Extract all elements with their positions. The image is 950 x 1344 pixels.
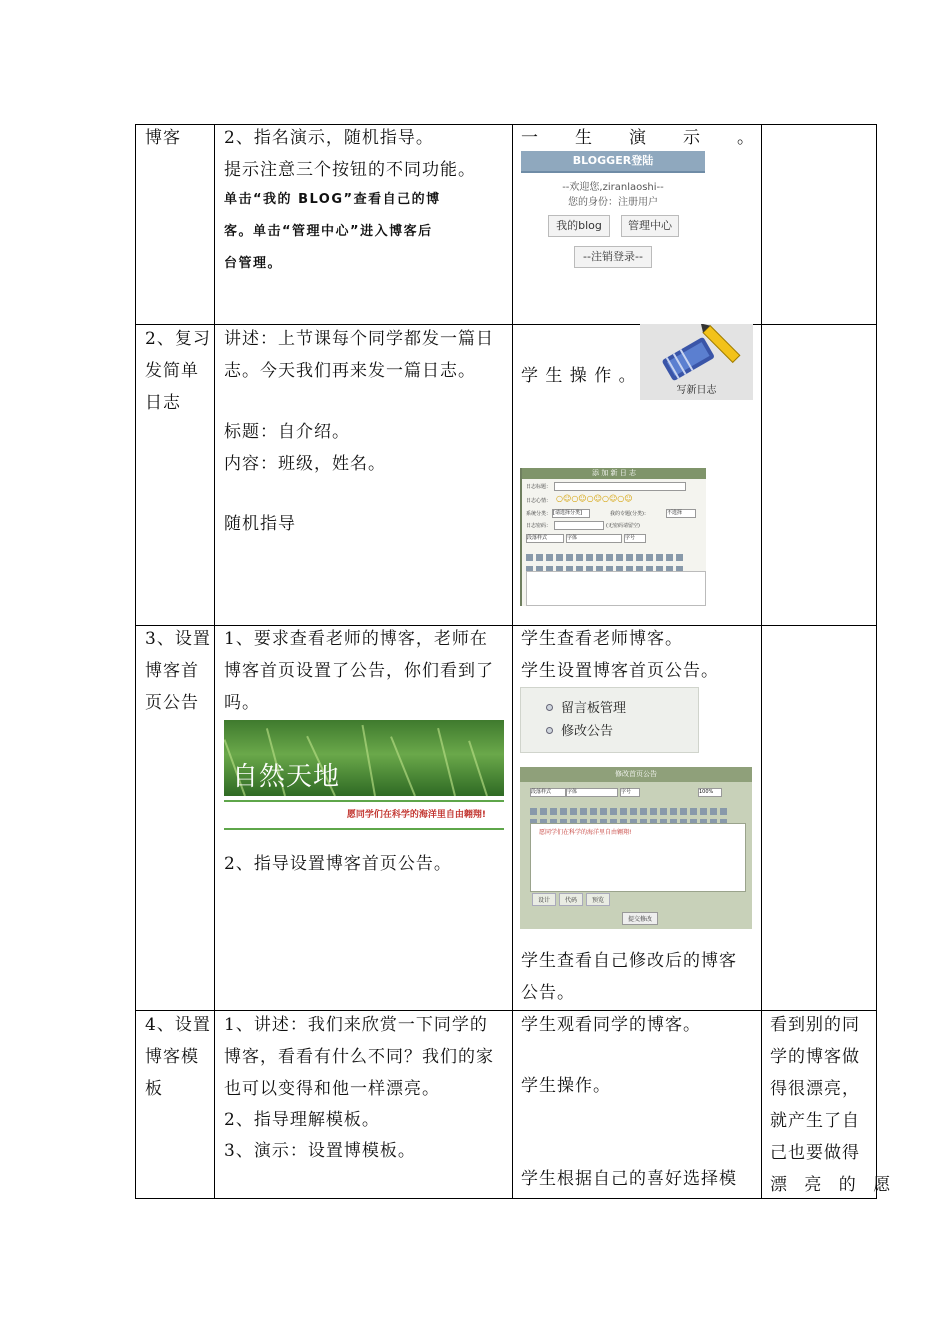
notice-content: 愿同学们在科学的海洋里自由翱翔!	[539, 829, 632, 836]
teacher-text: 博客首页设置了公告，你们看到了	[224, 661, 494, 681]
teacher-text: 1、要求查看老师的博客，老师在	[224, 629, 488, 649]
teacher-text: 吗。	[224, 693, 260, 713]
paragraph-style-select[interactable]: 段落样式	[530, 788, 566, 797]
bullet-icon	[546, 727, 553, 734]
tab-design[interactable]: 设计	[532, 893, 556, 906]
banner-divider	[224, 800, 504, 802]
pencil-notebook-icon	[640, 324, 753, 384]
step-cell: 博客首	[145, 661, 199, 681]
welcome-text	[521, 180, 705, 210]
new-diary-button-screenshot[interactable]	[640, 324, 753, 400]
banner-title: 自然天地	[232, 762, 341, 792]
new-diary-caption: 写新日志	[676, 385, 717, 396]
col-divider	[214, 124, 215, 1199]
paragraph-style-select[interactable]: 段落样式	[526, 534, 564, 543]
purpose-text: 学的博客做	[770, 1047, 860, 1067]
teacher-text: 3、演示：设置博模板。	[224, 1141, 416, 1161]
student-text: 学生查看自己修改后的博客	[521, 951, 737, 971]
font-select[interactable]: 字体	[566, 788, 618, 797]
teacher-text: 2、指导设置博客首页公告。	[224, 854, 452, 874]
purpose-text: 看到别的同	[770, 1015, 860, 1035]
mood-emoticons[interactable]: ○☺○☺○☺○☺○☺	[556, 494, 633, 503]
teacher-text: 提示注意三个按钮的不同功能。	[224, 160, 476, 180]
editor-content-area[interactable]	[526, 571, 706, 606]
admin-menu-screenshot	[520, 687, 699, 753]
step-cell: 板	[145, 1079, 163, 1099]
blogger-login-screenshot	[521, 151, 705, 269]
student-text: 学生根据自己的喜好选择模	[521, 1169, 737, 1189]
identity-line: 您的身份：注册用户	[568, 197, 658, 208]
student-text: 学 生 操 作 。	[521, 366, 637, 386]
student-text: 学生查看老师博客。	[521, 629, 683, 649]
password-label: 日志密码：	[526, 523, 552, 529]
blogger-header: BLOGGER登陆	[521, 151, 705, 173]
banner-subtitle: 愿同学们在科学的海洋里自由翱翔!	[346, 810, 486, 820]
welcome-line: --欢迎您,ziranlaoshi--	[562, 182, 664, 193]
title-label: 日志标题：	[526, 484, 552, 490]
notice-editor-header: 修改首页公告	[520, 767, 752, 782]
editor-header: 添 加 新 日 志	[522, 468, 706, 479]
col-divider	[761, 124, 762, 1199]
step-cell: 日志	[145, 393, 181, 413]
teacher-text: 讲述：上节课每个同学都发一篇日	[224, 329, 494, 349]
step-cell: 页公告	[145, 693, 199, 713]
purpose-text: 得很漂亮，	[770, 1079, 860, 1099]
toolbar-row[interactable]	[526, 546, 686, 554]
teacher-text: 2、指导理解模板。	[224, 1110, 380, 1130]
teacher-text: 也可以变得和他一样漂亮。	[224, 1079, 440, 1099]
password-field[interactable]	[554, 521, 604, 530]
purpose-text: 己也要做得	[770, 1143, 860, 1163]
title-field[interactable]	[554, 482, 686, 491]
toolbar-row[interactable]	[526, 558, 686, 566]
my-category-select[interactable]: 不选择	[666, 509, 696, 518]
tab-code[interactable]: 代码	[559, 893, 583, 906]
teacher-bold-text: 单击“我的 BLOG”查看自己的博	[224, 192, 441, 207]
col-divider	[512, 124, 513, 1199]
step-cell: 2、复习	[145, 329, 211, 349]
zoom-select[interactable]: 100%	[698, 788, 722, 797]
teacher-text: 1、讲述：我们来欣赏一下同学的	[224, 1015, 488, 1035]
admin-center-button[interactable]: 管理中心	[621, 215, 679, 237]
teacher-bold-text: 台管理。	[224, 256, 283, 271]
step-cell: 博客模	[145, 1047, 199, 1067]
teacher-text: 内容：班级，姓名。	[224, 454, 386, 474]
student-text: 公告。	[521, 983, 575, 1003]
font-size-select[interactable]: 字号	[620, 788, 640, 797]
my-category-label: 我的专题(分类)：	[610, 511, 649, 517]
student-text: 一 生 演 示 。	[521, 128, 764, 148]
teacher-bold-text: 客。单击“管理中心”进入博客后	[224, 224, 433, 239]
table-border-bottom	[135, 1198, 877, 1199]
toolbar-row[interactable]	[530, 800, 730, 808]
step-cell: 4、设置	[145, 1015, 211, 1035]
password-hint: (无密码请留空)	[606, 523, 640, 529]
student-text: 学生观看同学的博客。	[521, 1015, 701, 1035]
add-diary-editor-screenshot	[520, 468, 706, 606]
teacher-text: 随机指导	[224, 514, 296, 534]
mood-label: 日志心情：	[526, 498, 552, 504]
logout-button[interactable]: --注销登录--	[574, 246, 652, 268]
teacher-text: 标题：自介绍。	[224, 422, 350, 442]
my-blog-button[interactable]: 我的blog	[548, 215, 610, 237]
notice-editor-screenshot	[520, 767, 752, 929]
step-cell: 3、设置	[145, 629, 211, 649]
student-text: 学生操作。	[521, 1076, 611, 1096]
blog-banner-screenshot	[224, 720, 504, 832]
purpose-text: 漂 亮 的 愿	[770, 1175, 897, 1195]
bullet-icon	[546, 704, 553, 711]
student-text: 学生设置博客首页公告。	[521, 661, 719, 681]
grass-image	[224, 720, 504, 796]
col-divider	[135, 124, 136, 1199]
category-select[interactable]: [请选择分类]	[552, 509, 590, 518]
font-size-select[interactable]: 字号	[624, 534, 646, 543]
menu-item-guestbook[interactable]: 留言板管理	[561, 701, 627, 716]
font-select[interactable]: 字体	[566, 534, 622, 543]
category-label: 系统分类：	[526, 511, 552, 517]
toolbar-row[interactable]	[530, 811, 730, 819]
menu-item-edit-notice[interactable]: 修改公告	[561, 724, 614, 739]
teacher-text: 博客，看看有什么不同？我们的家	[224, 1047, 494, 1067]
step-cell: 发简单	[145, 361, 199, 381]
col-divider	[876, 124, 877, 1199]
submit-button[interactable]: 提交修改	[622, 912, 658, 925]
notice-content-area[interactable]	[530, 823, 746, 892]
teacher-text: 2、指名演示，随机指导。	[224, 128, 434, 148]
teacher-text: 志。今天我们再来发一篇日志。	[224, 361, 476, 381]
tab-preview[interactable]: 预览	[586, 893, 610, 906]
editor-mode-tabs	[532, 893, 613, 906]
purpose-text: 就产生了自	[770, 1111, 860, 1131]
step-cell: 博客	[145, 128, 181, 148]
banner-divider	[224, 828, 504, 830]
